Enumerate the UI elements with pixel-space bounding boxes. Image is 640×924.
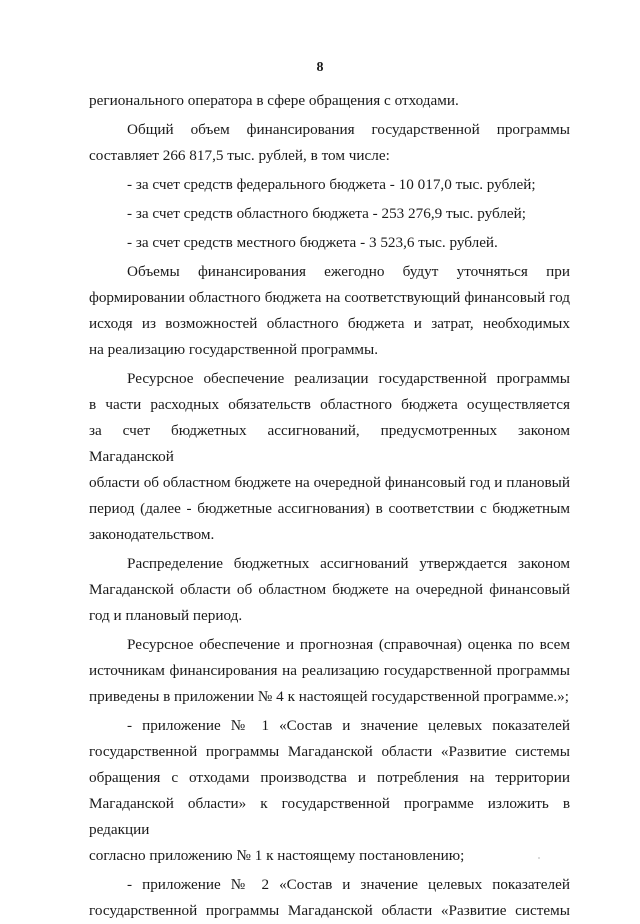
- text-line: период (далее - бюджетные ассигнования) в соответствии с бюджетным: [89, 500, 570, 517]
- text-line: исходя из возможностей областного бюджета и затрат, необходимых: [89, 315, 570, 332]
- paragraph-resource-provision: [89, 366, 570, 548]
- text-line: в части расходных обязательств областного бюджета осуществляется: [89, 396, 570, 413]
- text-line: Общий объем финансирования государственной программы: [127, 121, 570, 138]
- document-body: [89, 88, 570, 924]
- paragraph-annual-refinement: [89, 259, 570, 363]
- paragraph-total-financing: [89, 117, 570, 169]
- text-line: Распределение бюджетных ассигнований утверждается законом: [127, 555, 570, 572]
- text-line: - приложение № 2 «Состав и значение целевых показателей: [127, 876, 570, 893]
- paragraph-federal-budget: [89, 172, 570, 198]
- text-line: Объемы финансирования ежегодно будут уточняться при: [127, 263, 570, 280]
- paragraph-appendix-1: [89, 713, 570, 869]
- text-line: Ресурсное обеспечение и прогнозная (справочная) оценка по всем: [127, 636, 570, 653]
- text-line: законодательством.: [89, 526, 215, 543]
- text-line: за счет бюджетных ассигнований, предусмотренных законом Магаданской: [89, 422, 570, 465]
- text-line: источникам финансирования на реализацию государственной программы: [89, 662, 570, 679]
- paragraph-regional-operator: [89, 88, 570, 114]
- scan-artifact: [538, 857, 540, 859]
- text-line: области об областном бюджете на очередной финансовый год и плановый: [89, 474, 570, 491]
- paragraph-local-budget: [89, 230, 570, 256]
- text-line: - за счет средств областного бюджета - 253 276,9 тыс. рублей;: [127, 205, 526, 222]
- text-line: - приложение № 1 «Состав и значение целевых показателей: [127, 717, 570, 734]
- page-number: 8: [316, 60, 324, 75]
- text-line: государственной программы Магаданской области «Развитие системы: [89, 743, 570, 760]
- text-line: - за счет средств федерального бюджета - 10 017,0 тыс. рублей;: [127, 176, 536, 193]
- text-line: Магаданской области» к государственной программе изложить в редакции: [89, 795, 570, 838]
- text-line: обращения с отходами производства и потребления на территории: [89, 769, 570, 786]
- text-line: формировании областного бюджета на соответствующий финансовый год: [89, 289, 570, 306]
- text-line: составляет 266 817,5 тыс. рублей, в том числе:: [89, 147, 390, 164]
- text-line: Магаданской области об областном бюджете на очередной финансовый: [89, 581, 570, 598]
- paragraph-appendix-2: [89, 872, 570, 924]
- text-line: Ресурсное обеспечение реализации государственной программы: [127, 370, 570, 387]
- text-line: год и плановый период.: [89, 607, 243, 624]
- text-line: приведены в приложении № 4 к настоящей государственной программе.»;: [89, 688, 569, 705]
- paragraph-forecast-estimate: [89, 632, 570, 710]
- text-line: - за счет средств местного бюджета - 3 523,6 тыс. рублей.: [127, 234, 498, 251]
- text-line: согласно приложению № 1 к настоящему постановлению;: [89, 847, 465, 864]
- paragraph-regional-budget: [89, 201, 570, 227]
- text-line: на реализацию государственной программы.: [89, 341, 379, 358]
- text-line: регионального оператора в сфере обращения с отходами.: [89, 92, 459, 109]
- paragraph-allocation: [89, 551, 570, 629]
- text-line: государственной программы Магаданской области «Развитие системы: [89, 902, 570, 919]
